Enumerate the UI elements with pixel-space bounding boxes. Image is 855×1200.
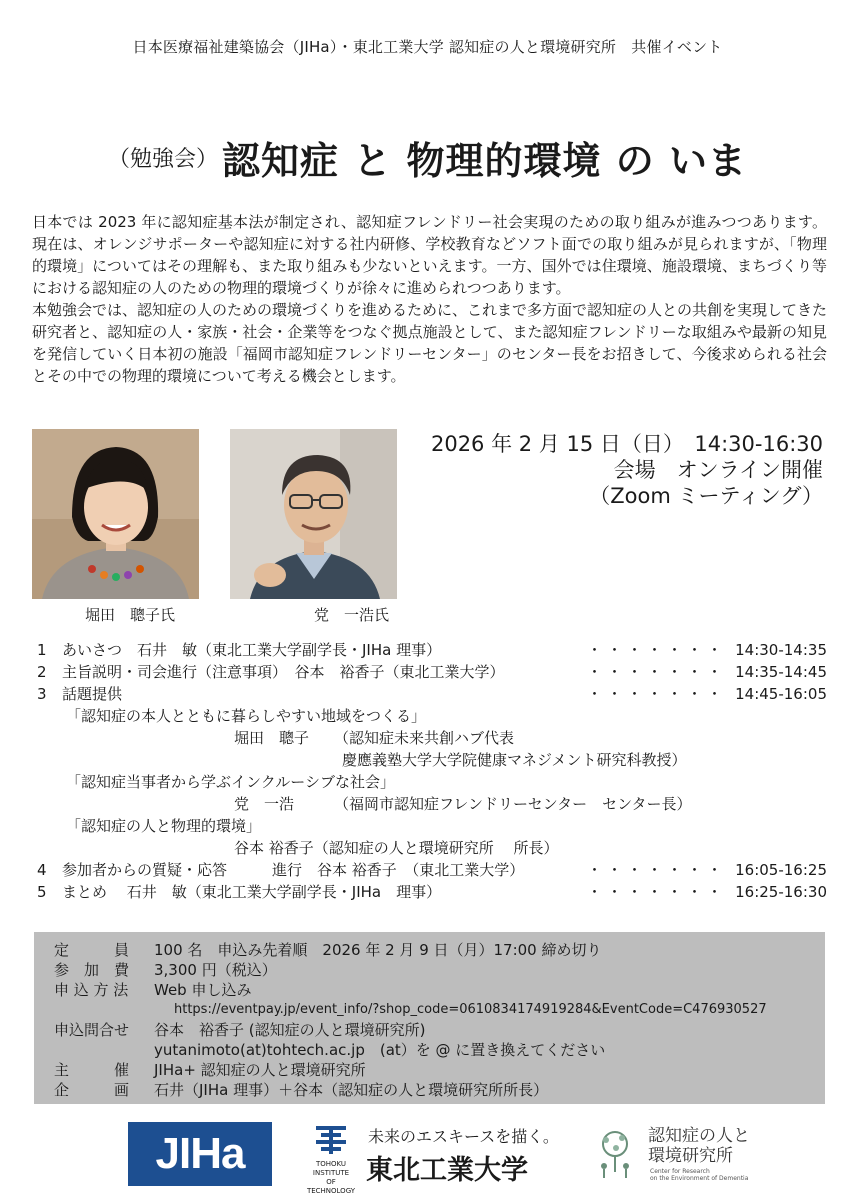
- contact-email: yutanimoto(at)tohtech.ac.jp (at）を @ に置き換えてください: [154, 1041, 606, 1059]
- program-number: 5: [37, 883, 47, 901]
- info-fee: 参 加 費 3,300 円（税込）: [54, 961, 277, 979]
- event-venue: 会場 オンライン開催: [613, 458, 823, 482]
- intro-paragraph: 日本では 2023 年に認知症基本法が制定され、認知症フレンドリー社会実現のための取り組みが進みつつあります。現在は、オレンジサポーターや認知症に対する社内研修、学校教育などソフト面での取り組みが見られますが、「物理的環境」についてはその理解も、また取り組みも少ないといえます。一方、国外では住環境、施設環境、まちづくり等における認知症の人のための物理的環境づくりが徐々に進められつつあります。: [32, 213, 827, 297]
- program-time: 16:25-16:30: [735, 883, 827, 901]
- topic-speaker: [32, 727, 827, 749]
- info-plan: 企 画 石井（JIHa 理事）＋谷本（認知症の人と環境研究所所長）: [54, 1081, 549, 1099]
- program-time: 14:35-14:45: [735, 663, 827, 681]
- tohoku-name: 東北工業大学: [366, 1155, 528, 1186]
- tohoku-emblem: [303, 1124, 359, 1195]
- co-host-header: 日本医療福祉建築協会（JIHa）・東北工業大学 認知症の人と環境研究所 共催イベント: [132, 38, 723, 56]
- program-dots: ・・・・・・・: [586, 641, 727, 659]
- event-info: [431, 431, 823, 509]
- intro-text: [32, 211, 827, 387]
- info-host: 主 催 JIHa+ 認知症の人と環境研究所: [54, 1061, 366, 1079]
- program-item: [32, 639, 827, 661]
- program-text: 話題提供: [62, 685, 123, 703]
- research-center-en: Center for Research on the Environment of Dementia: [650, 1168, 749, 1182]
- topic-speaker-affiliation: （認知症未来共創ハブ代表: [334, 729, 515, 747]
- event-format: （Zoom ミーティング）: [589, 484, 823, 508]
- program-dots: ・・・・・・・: [586, 883, 727, 901]
- tohoku-tagline: 未来のエスキースを描く。: [368, 1127, 559, 1146]
- info-contact: 申込問合せ 谷本 裕香子 (認知症の人と環境研究所): [54, 1021, 426, 1039]
- program-time: 14:30-14:35: [735, 641, 827, 659]
- program-time: 14:45-16:05: [735, 685, 827, 703]
- program-number: 1: [37, 641, 47, 659]
- speaker-caption-to: 党 一浩氏: [314, 606, 390, 624]
- topic-speaker: [32, 793, 827, 815]
- program-item: [32, 661, 827, 683]
- program-text: 主旨説明・司会進行（注意事項） 谷本 裕香子（東北工業大学）: [62, 663, 505, 681]
- program-text: まとめ 石井 敏（東北工業大学副学長・JIHa 理事）: [62, 883, 442, 901]
- research-center-name: [648, 1126, 750, 1166]
- program-text: あいさつ 石井 敏（東北工業大学副学長・JIHa 理事）: [62, 641, 442, 659]
- program-number: 2: [37, 663, 47, 681]
- program-dots: ・・・・・・・: [586, 685, 727, 703]
- speaker-photo-hotta: [32, 429, 199, 599]
- title-prefix: （勉強会）: [108, 147, 219, 172]
- topic-speaker-name: 堀田 聰子: [234, 729, 310, 747]
- topic-speaker: 谷本 裕香子（認知症の人と環境研究所 所長）: [234, 839, 559, 857]
- info-box: [34, 932, 825, 1104]
- research-center-name-1: 認知症の人と: [648, 1126, 750, 1146]
- footer-logos: [0, 1118, 855, 1195]
- topic-speaker-name: 党 一浩: [234, 795, 295, 813]
- info-method: 申 込 方 法 Web 申し込み: [54, 981, 252, 999]
- program-item: [32, 881, 827, 903]
- jiha-logo-text: JIHa: [155, 1129, 245, 1178]
- program-text: 参加者からの質疑・応答 進行 谷本 裕香子 （東北工業大学）: [62, 861, 525, 879]
- tree-icon: [588, 1126, 642, 1180]
- topic-affiliation: 慶應義塾大学大学院健康マネジメント研究科教授）: [342, 751, 687, 769]
- topic-title: 「認知症の本人とともに暮らしやすい地域をつくる」: [66, 707, 427, 725]
- program-item: [32, 859, 827, 881]
- program-time: 16:05-16:25: [735, 861, 827, 879]
- speaker-caption-hotta: 堀田 聰子氏: [85, 606, 176, 624]
- research-center-emblem: [588, 1126, 642, 1180]
- topic-title: 「認知症の人と物理的環境」: [66, 817, 262, 835]
- tohoku-en-2: OF TECHNOLOGY: [306, 1178, 356, 1195]
- topic-title: 「認知症当事者から学ぶインクルーシブな社会」: [66, 773, 395, 791]
- intro-paragraph: 本勉強会では、認知症の人のための環境づくりを進めるために、これまで多方面で認知症の人との共創を実現してきた研究者と、認知症の人・家族・社会・企業等をつなぐ拠点施設として、また認知症フレンドリーな取組みや最新の知見を発信していく日本初の施設「福岡市認知症フレンドリーセンター」のセンター長をお招きして、今後求められる社会とその中での物理的環境について考える機会とします。: [32, 301, 828, 385]
- program-number: 4: [37, 861, 47, 879]
- title-main: 認知症 と 物理的環境 の いま: [222, 139, 747, 183]
- research-center-name-2: 環境研究所: [648, 1146, 733, 1166]
- info-capacity: 定 員 100 名 申込み先着順 2026 年 2 月 9 日（月）17:00 締め切り: [54, 941, 602, 959]
- event-title: [0, 130, 855, 185]
- event-datetime: 2026 年 2 月 15 日（日） 14:30-16:30: [430, 432, 823, 456]
- registration-link[interactable]: https://eventpay.jp/event_info/?shop_code=0610834174919284&EventCode=C476930527: [174, 1002, 767, 1017]
- jiha-logo: [128, 1122, 272, 1186]
- program-item: [32, 683, 827, 705]
- tohoku-emblem-icon: [313, 1124, 349, 1156]
- tohoku-en-1: TOHOKU INSTITUTE: [312, 1160, 350, 1177]
- program-list: [32, 639, 827, 903]
- speaker-photo-to: [230, 429, 397, 599]
- program-dots: ・・・・・・・: [586, 663, 727, 681]
- topic-speaker-affiliation: （福岡市認知症フレンドリーセンター センター長）: [334, 795, 692, 813]
- program-number: 3: [37, 685, 47, 703]
- program-dots: ・・・・・・・: [586, 861, 727, 879]
